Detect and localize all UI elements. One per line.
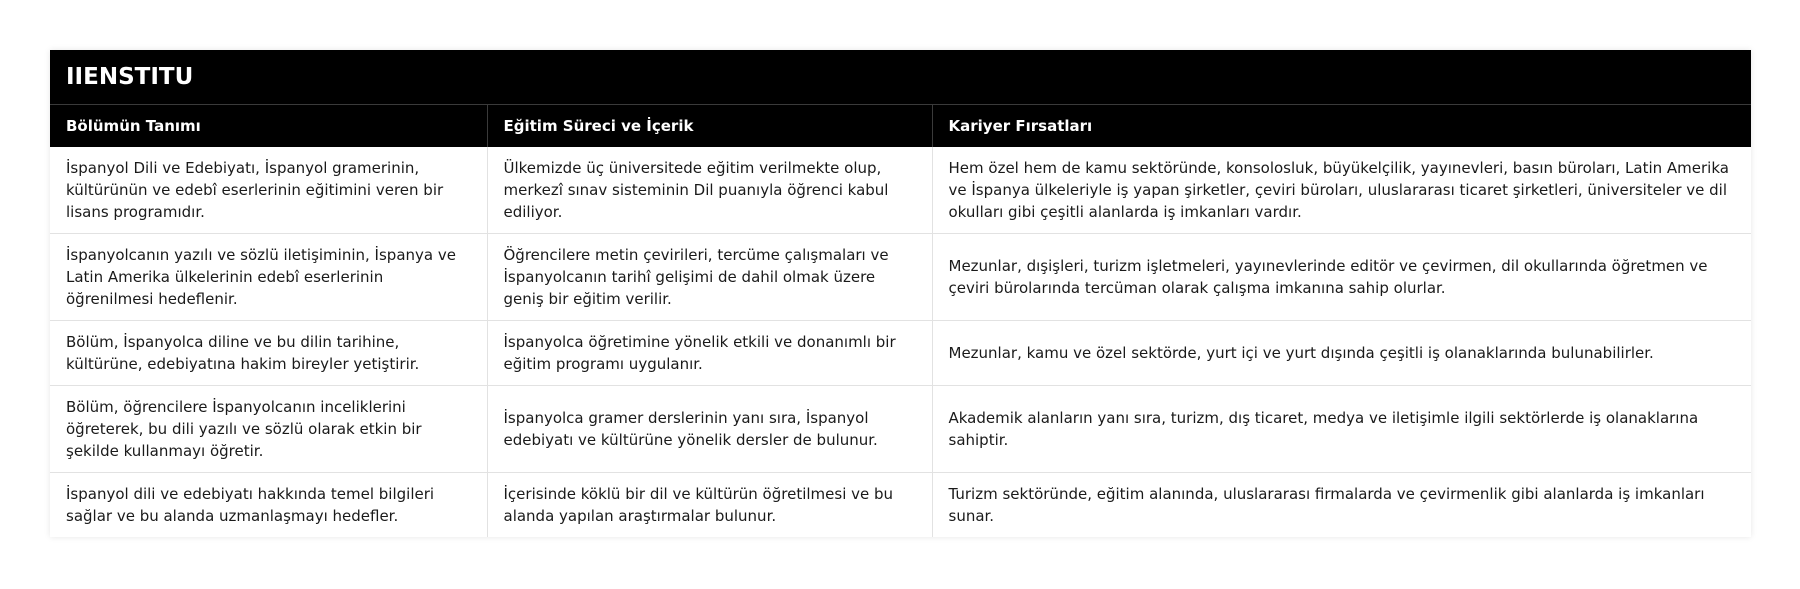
cell-education: İçerisinde köklü bir dil ve kültürün öğretilmesi ve bu alanda yapılan araştırmalar bulunur.	[487, 473, 932, 538]
table-row	[50, 147, 1751, 234]
table-row	[50, 386, 1751, 473]
table-row	[50, 473, 1751, 538]
cell-career: Turizm sektöründe, eğitim alanında, uluslararası firmalarda ve çevirmenlik gibi alanlarda iş imkanları sunar.	[932, 473, 1751, 538]
brand-row	[50, 50, 1751, 105]
cell-definition: İspanyol Dili ve Edebiyatı, İspanyol gramerinin, kültürünün ve edebî eserlerinin eğitimini veren bir lisans programıdır.	[50, 147, 487, 234]
column-header-definition: Bölümün Tanımı	[50, 105, 487, 148]
cell-education: Ülkemizde üç üniversitede eğitim verilmekte olup, merkezî sınav sisteminin Dil puanıyla öğrenci kabul ediliyor.	[487, 147, 932, 234]
header-row	[50, 105, 1751, 148]
cell-definition: İspanyolcanın yazılı ve sözlü iletişiminin, İspanya ve Latin Amerika ülkelerinin edebî eserlerinin öğrenilmesi hedeflenir.	[50, 234, 487, 321]
column-header-career: Kariyer Fırsatları	[932, 105, 1751, 148]
comparison-table	[50, 50, 1751, 537]
table-row	[50, 234, 1751, 321]
cell-career: Mezunlar, kamu ve özel sektörde, yurt içi ve yurt dışında çeşitli iş olanaklarında bulunabilirler.	[932, 321, 1751, 386]
cell-education: İspanyolca gramer derslerinin yanı sıra, İspanyol edebiyatı ve kültürüne yönelik dersler de bulunur.	[487, 386, 932, 473]
cell-definition: Bölüm, İspanyolca diline ve bu dilin tarihine, kültürüne, edebiyatına hakim bireyler yetiştirir.	[50, 321, 487, 386]
table-row	[50, 321, 1751, 386]
cell-definition: İspanyol dili ve edebiyatı hakkında temel bilgileri sağlar ve bu alanda uzmanlaşmayı hedefler.	[50, 473, 487, 538]
cell-definition: Bölüm, öğrencilere İspanyolcanın inceliklerini öğreterek, bu dili yazılı ve sözlü olarak etkin bir şekilde kullanmayı öğretir.	[50, 386, 487, 473]
cell-career: Mezunlar, dışişleri, turizm işletmeleri, yayınevlerinde editör ve çevirmen, dil okullarında öğretmen ve çeviri bürolarında tercüman olarak çalışma imkanına sahip olurlar.	[932, 234, 1751, 321]
cell-career: Hem özel hem de kamu sektöründe, konsolosluk, büyükelçilik, yayınevleri, basın büroları, Latin Amerika ve İspanya ülkeleriyle iş yapan şirketler, çeviri büroları, uluslararası ticaret şirketleri, üniversiteler ve dil okulları gibi çeşitli alanlarda iş imkanları vardır.	[932, 147, 1751, 234]
brand-title: IIENSTITU	[50, 50, 1751, 105]
cell-career: Akademik alanların yanı sıra, turizm, dış ticaret, medya ve iletişimle ilgili sektörlerde iş olanaklarına sahiptir.	[932, 386, 1751, 473]
cell-education: İspanyolca öğretimine yönelik etkili ve donanımlı bir eğitim programı uygulanır.	[487, 321, 932, 386]
column-header-education: Eğitim Süreci ve İçerik	[487, 105, 932, 148]
cell-education: Öğrencilere metin çevirileri, tercüme çalışmaları ve İspanyolcanın tarihî gelişimi de dahil olmak üzere geniş bir eğitim verilir.	[487, 234, 932, 321]
comparison-table-container	[50, 50, 1751, 537]
